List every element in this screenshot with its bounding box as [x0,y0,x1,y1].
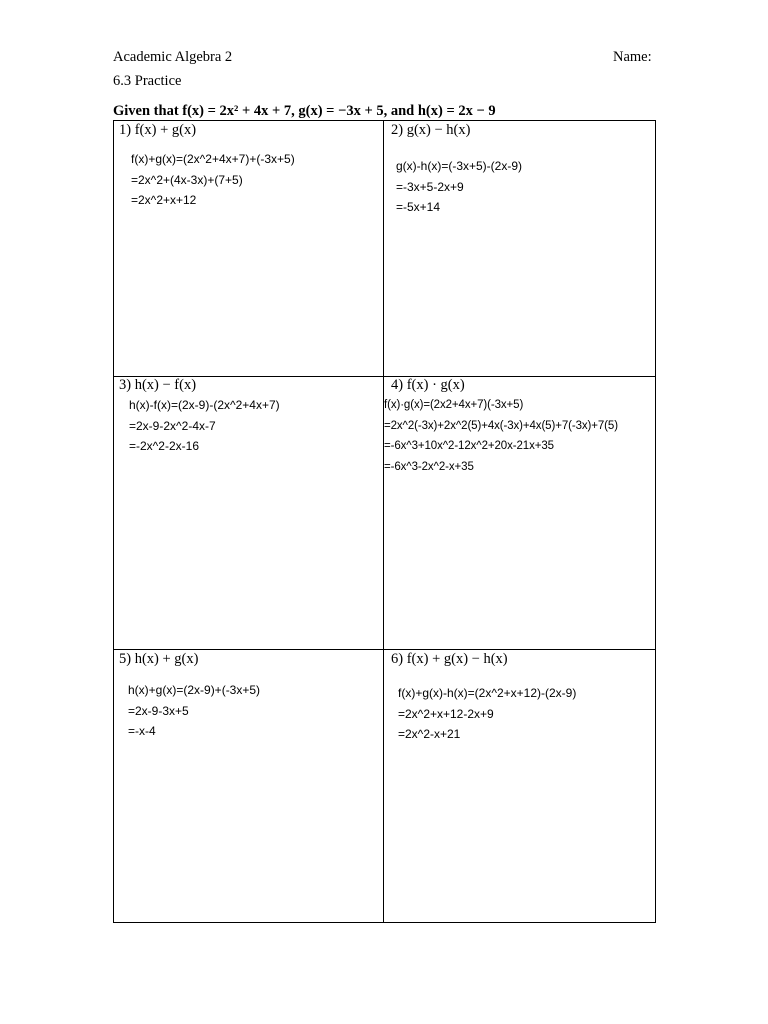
header-course: Academic Algebra 2 [113,49,233,65]
work-line: f(x)+g(x)-h(x)=(2x^2+x+12)-(2x-9) [398,686,577,700]
work-line: =-x-4 [128,724,156,738]
grid-border-right [655,120,656,923]
work-line: =2x-9-2x^2-4x-7 [129,418,216,433]
work-line: =-6x^3-2x^2-x+35 [384,460,474,473]
work-line: =2x-9-3x+5 [128,703,189,718]
work-line: h(x)-f(x)=(2x-9)-(2x^2+4x+7) [129,398,280,412]
grid-border-left [113,120,114,923]
work-line: f(x)+g(x)=(2x^2+4x+7)+(-3x+5) [131,152,295,166]
work-line: =2x^2-x+21 [398,727,461,741]
work-line: =2x^2+x+12-2x+9 [398,706,494,721]
problem-4-work [384,395,618,477]
problem-5-work [128,680,260,742]
problem-2-title: 2) g(x) − h(x) [391,122,471,138]
work-line: f(x)·g(x)=(2x2+4x+7)(-3x+5) [384,399,524,411]
work-line: =-5x+14 [396,200,441,214]
work-line: g(x)-h(x)=(-3x+5)-(2x-9) [396,159,523,173]
work-line: h(x)+g(x)=(2x-9)+(-3x+5) [128,683,261,697]
header-name-label: Name: [613,49,652,65]
work-line: =2x^2+(4x-3x)+(7+5) [131,172,243,187]
grid-divider-vertical [383,120,384,923]
problem-6-work [398,683,576,745]
work-line: =-6x^3+10x^2-12x^2+20x-21x+35 [384,440,554,452]
problem-1-title: 1) f(x) + g(x) [119,122,197,138]
problem-2-work [396,156,522,218]
problem-5-title: 5) h(x) + g(x) [119,651,199,667]
work-line: =2x^2(-3x)+2x^2(5)+4x(-3x)+4x(5)+7(-3x)+7(5) [384,419,618,432]
problem-4-title: 4) f(x) · g(x) [391,377,465,393]
problem-6-title: 6) f(x) + g(x) − h(x) [391,651,508,667]
grid-border-bottom [113,922,656,923]
problem-3-work [129,395,280,457]
work-line: =-3x+5-2x+9 [396,179,464,194]
problem-3-title: 3) h(x) − f(x) [119,377,197,393]
problem-1-work [131,149,295,211]
work-line: =2x^2+x+12 [131,193,197,207]
work-line: =-2x^2-2x-16 [129,439,199,453]
given-functions: Given that f(x) = 2x² + 4x + 7, g(x) = −3x + 5, and h(x) = 2x − 9 [113,103,496,119]
header-section: 6.3 Practice [113,73,182,89]
